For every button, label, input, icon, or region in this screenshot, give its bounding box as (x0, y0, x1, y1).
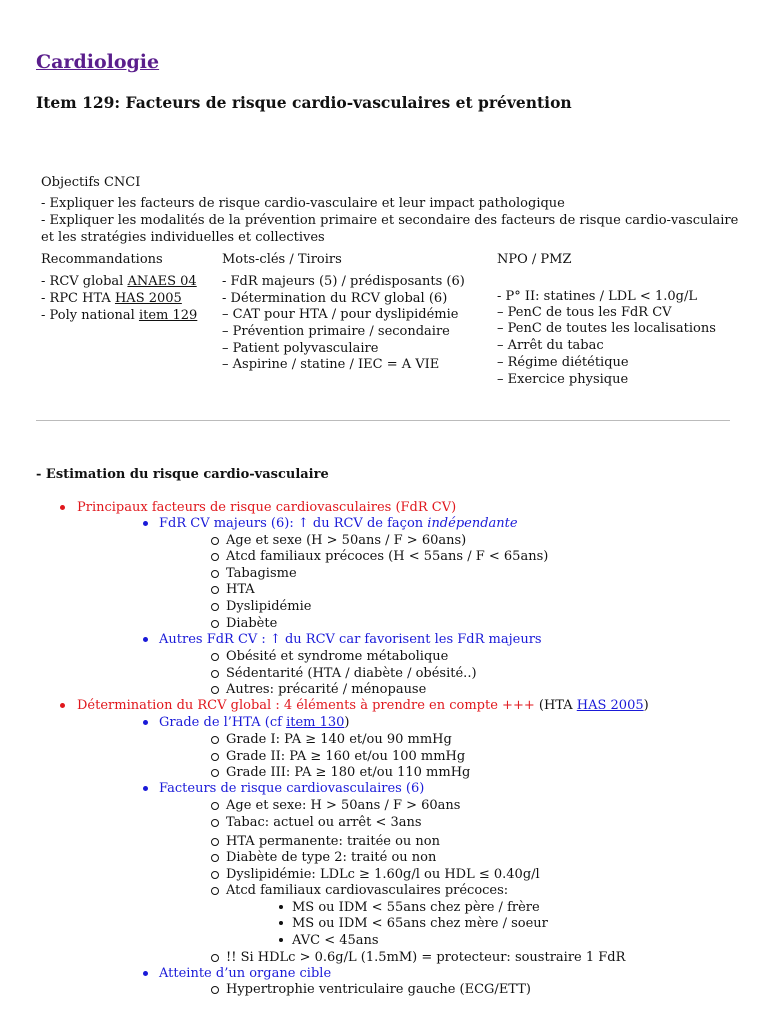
reco-item (41, 290, 182, 307)
bullet-dot (143, 637, 148, 642)
bullet-ring (211, 986, 219, 994)
bullet-square (279, 905, 283, 909)
reco-text: - RCV global (41, 274, 128, 289)
bullet-dot (143, 521, 148, 526)
list-item-l3: HTA (226, 582, 255, 597)
bullet-ring (211, 686, 219, 694)
reco-link[interactable]: ANAES 04 (127, 274, 197, 289)
section-link-cardiologie[interactable]: Cardiologie (36, 51, 160, 73)
list-item-l1 (77, 697, 649, 714)
item-130-link[interactable]: item 130 (286, 715, 345, 730)
list-item-l3: Dyslipidémie (226, 599, 312, 614)
reco-item (41, 307, 197, 324)
list-item-l3: Atcd familiaux cardiovasculaires précoces: (226, 883, 509, 898)
bullet-ring (211, 838, 219, 846)
bullet-ring (211, 954, 219, 962)
bullet-ring (211, 620, 219, 628)
objectives-heading: Objectifs CNCI (41, 175, 141, 190)
has-2005-link[interactable]: HAS 2005 (576, 698, 644, 713)
npo-item: – Régime diététique (497, 355, 629, 370)
bullet-square (279, 921, 283, 925)
bullet-dot (143, 786, 148, 791)
list-item-l3: Grade I: PA ≥ 140 et/ou 90 mmHg (226, 732, 452, 747)
bullet-ring (211, 887, 219, 895)
reco-text: - Poly national (41, 308, 139, 323)
reco-item (41, 273, 197, 290)
bullet-ring (211, 736, 219, 744)
bullet-ring (211, 603, 219, 611)
list-item-l3: HTA permanente: traitée ou non (226, 834, 440, 849)
motscle-item: – Aspirine / statine / IEC = A VIE (222, 357, 440, 372)
list-item-l3: Atcd familiaux précoces (H < 55ans / F < 65ans) (226, 549, 549, 564)
motscle-item: – Prévention primaire / secondaire (222, 324, 450, 339)
bullet-ring (211, 553, 219, 561)
npo-item: – Arrêt du tabac (497, 338, 604, 353)
objective-line: - Expliquer les modalités de la prévention primaire et secondaire des facteurs de risque cardio-vasculaire (41, 213, 739, 228)
l2-text: Grade de l’HTA (159, 715, 261, 730)
l1-paren-close: ) (643, 698, 649, 713)
motscle-item: – CAT pour HTA / pour dyslipidémie (222, 307, 459, 322)
motscle-item: - Détermination du RCV global (6) (222, 291, 448, 306)
bullet-square (279, 938, 283, 942)
bullet-ring (211, 753, 219, 761)
list-item-l3: !! Si HDLc > 0.6g/L (1.5mM) = protecteur: soustraire 1 FdR (226, 950, 626, 965)
list-item-l2 (159, 714, 350, 731)
list-item-l4: AVC < 45ans (292, 933, 379, 948)
bullet-dot (60, 505, 65, 510)
list-item-l3: Obésité et syndrome métabolique (226, 649, 449, 664)
list-item-l3: Grade III: PA ≥ 180 et/ou 110 mmHg (226, 765, 471, 780)
bullet-ring (211, 769, 219, 777)
l2-paren-close: ) (344, 715, 350, 730)
reco-link[interactable]: item 129 (138, 308, 198, 323)
horizontal-rule (36, 420, 730, 421)
reco-link[interactable]: HAS 2005 (114, 291, 182, 306)
list-item-l3: Grade II: PA ≥ 160 et/ou 100 mmHg (226, 749, 466, 764)
l2-emphasis: indépendante (427, 516, 518, 531)
list-item-l3: Tabagisme (226, 566, 297, 581)
npo-item: - P° II: statines / LDL < 1.0g/L (497, 289, 697, 304)
recommandations-heading: Recommandations (41, 252, 163, 267)
motscles-heading: Mots-clés / Tiroirs (222, 252, 342, 267)
reco-text: - RPC HTA (41, 291, 115, 306)
bullet-ring (211, 854, 219, 862)
objective-line: et les stratégies individuelles et collectives (41, 230, 325, 245)
list-item-l3: Age et sexe: H > 50ans / F > 60ans (226, 798, 461, 813)
list-item-l3: Diabète (226, 616, 278, 631)
list-item-l2: Atteinte d’un organe cible (159, 966, 332, 981)
l1-red-text: Détermination du RCV global : 4 éléments à prendre en compte +++ (77, 698, 535, 713)
list-item-l3: Diabète de type 2: traité ou non (226, 850, 437, 865)
list-item-l3: Tabac: actuel ou arrêt < 3ans (226, 815, 422, 830)
bullet-ring (211, 537, 219, 545)
npo-item: – Exercice physique (497, 372, 629, 387)
npo-item: – PenC de tous les FdR CV (497, 305, 672, 320)
list-item-l3: Age et sexe (H > 50ans / F > 60ans) (226, 533, 467, 548)
list-item-l4: MS ou IDM < 65ans chez mère / soeur (292, 916, 548, 931)
npo-item: – PenC de toutes les localisations (497, 321, 716, 336)
bullet-ring (211, 570, 219, 578)
bullet-ring (211, 670, 219, 678)
bullet-dot (143, 720, 148, 725)
l2-text: FdR CV majeurs (6): ↑ du RCV de façon (159, 516, 428, 531)
bullet-ring (211, 871, 219, 879)
l2-paren: (cf (260, 715, 287, 730)
bullet-ring (211, 802, 219, 810)
objective-line: - Expliquer les facteurs de risque cardio-vasculaire et leur impact pathologique (41, 196, 565, 211)
list-item-l3: Sédentarité (HTA / diabète / obésité..) (226, 666, 477, 681)
bullet-dot (143, 971, 148, 976)
list-item-l2: Facteurs de risque cardiovasculaires (6) (159, 781, 425, 796)
list-item-l2: Autres FdR CV : ↑ du RCV car favorisent les FdR majeurs (159, 632, 542, 647)
list-item-l2 (159, 515, 518, 532)
motscle-item: - FdR majeurs (5) / prédisposants (6) (222, 274, 465, 289)
clipped-line (0, 982, 768, 997)
bullet-ring (211, 586, 219, 594)
npo-heading: NPO / PMZ (497, 252, 572, 267)
list-item-l3: Hypertrophie ventriculaire gauche (ECG/ETT) (226, 982, 531, 997)
page-title: Item 129: Facteurs de risque cardio-vasculaires et prévention (36, 93, 572, 112)
bullet-ring (211, 819, 219, 827)
list-item-l4: MS ou IDM < 55ans chez père / frère (292, 900, 540, 915)
list-item-l3: Dyslipidémie: LDLc ≥ 1.60g/l ou HDL ≤ 0.40g/l (226, 867, 540, 882)
bullet-ring (211, 653, 219, 661)
list-item-l1: Principaux facteurs de risque cardiovasculaires (FdR CV) (77, 500, 457, 515)
list-item-l3: Autres: précarité / ménopause (226, 682, 427, 697)
bullet-dot (60, 703, 65, 708)
l1-paren: (HTA (534, 698, 577, 713)
motscle-item: – Patient polyvasculaire (222, 341, 379, 356)
section-heading: - Estimation du risque cardio-vasculaire (36, 467, 329, 482)
